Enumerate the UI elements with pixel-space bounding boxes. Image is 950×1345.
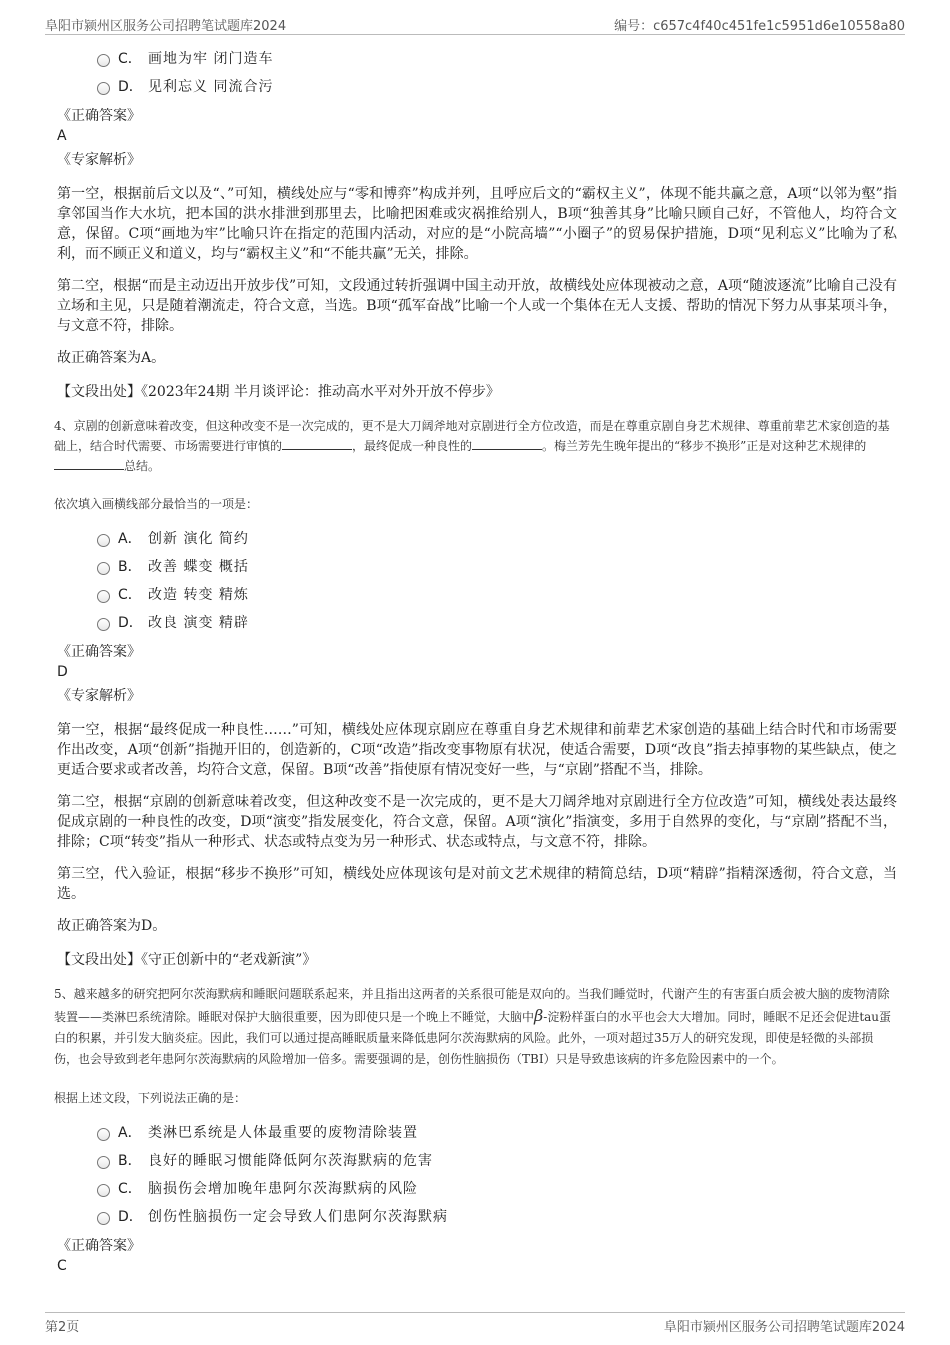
header-title: 阜阳市颍州区服务公司招聘笔试题库2024 bbox=[45, 19, 287, 34]
option-c[interactable] bbox=[97, 44, 897, 72]
radio-icon[interactable] bbox=[97, 1128, 110, 1141]
option-letter: C． bbox=[118, 1181, 142, 1197]
option-b[interactable] bbox=[97, 1146, 897, 1174]
option-c[interactable] bbox=[97, 580, 897, 608]
option-text: 见利忘义 同流合污 bbox=[148, 79, 274, 95]
footer-rule bbox=[45, 1312, 905, 1313]
answer-label: 《正确答案》 bbox=[57, 108, 141, 124]
option-letter: A． bbox=[118, 1125, 142, 1141]
q3-options bbox=[57, 44, 897, 100]
option-letter: D． bbox=[118, 1209, 143, 1225]
option-text: 画地为牢 闭门造车 bbox=[148, 51, 274, 67]
q4-options bbox=[57, 524, 897, 636]
option-text: 创新 演化 简约 bbox=[148, 531, 249, 547]
radio-icon[interactable] bbox=[97, 1156, 110, 1169]
header-rule bbox=[45, 34, 905, 35]
radio-icon[interactable] bbox=[97, 1212, 110, 1225]
analysis-paragraph: 第三空，代入验证，根据“移步不换形”可知，横线处应体现该句是对前文艺术规律的精简总结，D项“精辟”指精深透彻，符合文意，当选。 bbox=[57, 866, 897, 902]
option-d[interactable] bbox=[97, 1202, 897, 1230]
page-number: 第2页 bbox=[45, 1320, 80, 1335]
beta-symbol: β bbox=[534, 1006, 544, 1025]
analysis-paragraph: 第二空，根据“而是主动迈出开放步伐”可知，文段通过转折强调中国主动开放，故横线处应体现被动之意，A项“随波逐流”比喻自己没有立场和主见，只是随着潮流走，符合文意，当选。B项“孤军奋战”比喻一个人或一个集体在无人支援、帮助的情况下努力从事某项斗争，与文意不符，排除。 bbox=[57, 278, 897, 334]
option-letter: B． bbox=[118, 559, 142, 575]
page-footer bbox=[0, 1305, 950, 1345]
radio-icon[interactable] bbox=[97, 82, 110, 95]
question-text-part: 5、越来越多的研究把阿尔茨海默病和睡眠问题联系起来，并且指出这两者的关系很可能是双向的。当我们睡觉时，代谢产生的有害蛋白质会被大脑的废物清除装置——类淋巴系统清除。睡眠对保护大脑很重要，因为即使只是一个晚上不睡觉，大脑中 bbox=[54, 987, 890, 1024]
answer-value: D bbox=[57, 664, 68, 680]
option-b[interactable] bbox=[97, 552, 897, 580]
question-prompt: 根据上述文段，下列说法正确的是： bbox=[54, 1091, 247, 1105]
radio-icon[interactable] bbox=[97, 618, 110, 631]
fill-blank bbox=[54, 458, 124, 470]
question-text-part: 总结。 bbox=[124, 459, 161, 473]
option-a[interactable] bbox=[97, 524, 897, 552]
option-letter: B． bbox=[118, 1153, 142, 1169]
source-citation: 【文段出处】《守正创新中的“老戏新演”》 bbox=[57, 952, 317, 968]
answer-value: A bbox=[57, 128, 67, 144]
question-text-part: -淀粉样蛋白的水平也会大大增加。同时，睡眠不足还会促进tau蛋白的积累，并引发大脑炎症。因此，我们可以通过提高睡眠质量来降低患阿尔茨海默病的风险。此外，一项对超过35万人的研究发现，即使是轻微的头部损伤，也会导致到老年患阿尔茨海默病的风险增加一倍多。需要强调的是，创伤性脑损伤（TBI）只是导致患该病的许多危险因素中的一个。 bbox=[54, 1010, 892, 1066]
analysis-paragraph: 第二空，根据“京剧的创新意味着改变，但这种改变不是一次完成的，更不是大刀阔斧地对京剧进行全方位改造”可知，横线处表达最终促成京剧的一种良性的改变，D项“演变”指发展变化，符合文意，保留。A项“演化”指演变，多用于自然界的变化，与“京剧”搭配不当，排除；C项“转变”指从一种形式、状态或特点变为另一种形式、状态或特点，与文意不符，排除。 bbox=[57, 794, 897, 850]
analysis-paragraph: 第一空，根据“最终促成一种良性……”可知，横线处应体现京剧应在尊重自身艺术规律和前辈艺术家创造的基础上结合时代和市场需要作出改变，A项“创新”指抛开旧的，创造新的，C项“改造”指改变事物原有状况，使适合需要，D项“改良”指去掉事物的某些缺点，使之更适合要求或者改善，均符合文意，保留。B项“改善”指使原有情况变好一些，与“京剧”搭配不当，排除。 bbox=[57, 722, 897, 778]
fill-blank bbox=[282, 438, 352, 450]
option-a[interactable] bbox=[97, 1118, 897, 1146]
page-header bbox=[0, 0, 950, 34]
answer-label: 《正确答案》 bbox=[57, 644, 141, 660]
header-serial: 编号：c657c4f40c451fe1c5951d6e10558a80 bbox=[614, 19, 905, 34]
option-text: 改造 转变 精炼 bbox=[148, 587, 249, 603]
option-text: 改良 演变 精辟 bbox=[148, 615, 249, 631]
option-d[interactable] bbox=[97, 608, 897, 636]
q5-options bbox=[57, 1118, 897, 1230]
option-letter: D． bbox=[118, 79, 143, 95]
option-text: 脑损伤会增加晚年患阿尔茨海默病的风险 bbox=[148, 1181, 418, 1197]
analysis-paragraph: 故正确答案为A。 bbox=[57, 350, 166, 366]
footer-title: 阜阳市颍州区服务公司招聘笔试题库2024 bbox=[663, 1320, 905, 1335]
question-5-text bbox=[54, 984, 897, 1070]
fill-blank bbox=[472, 438, 542, 450]
answer-label: 《正确答案》 bbox=[57, 1238, 141, 1254]
option-letter: A． bbox=[118, 531, 142, 547]
radio-icon[interactable] bbox=[97, 534, 110, 547]
option-d[interactable] bbox=[97, 72, 897, 100]
option-text: 创伤性脑损伤一定会导致人们患阿尔茨海默病 bbox=[148, 1209, 448, 1225]
question-prompt: 依次填入画横线部分最恰当的一项是： bbox=[54, 497, 259, 511]
option-text: 类淋巴系统是人体最重要的废物清除装置 bbox=[148, 1125, 418, 1141]
option-text: 改善 蝶变 概括 bbox=[148, 559, 249, 575]
option-letter: C． bbox=[118, 587, 142, 603]
radio-icon[interactable] bbox=[97, 590, 110, 603]
radio-icon[interactable] bbox=[97, 1184, 110, 1197]
radio-icon[interactable] bbox=[97, 562, 110, 575]
option-letter: D． bbox=[118, 615, 143, 631]
source-citation: 【文段出处】《2023年24期 半月谈评论：推动高水平对外开放不停步》 bbox=[57, 384, 500, 400]
document-body bbox=[54, 44, 897, 1276]
option-text: 良好的睡眠习惯能降低阿尔茨海默病的危害 bbox=[148, 1153, 433, 1169]
option-letter: C． bbox=[118, 51, 142, 67]
question-text-part: 4、京剧的创新意味着改变，但这种改变不是一次完成的，更不是大刀阔斧地对京剧进行全方位改造，而是在尊重京剧自身艺术规律、尊重前辈艺术家创造的基础上，结合时代需要、市场需要进行审慎的 bbox=[54, 419, 890, 453]
question-text-part: ，最终促成一种良性的 bbox=[352, 439, 473, 453]
analysis-paragraph: 第一空，根据前后文以及“、”可知，横线处应与“零和博弈”构成并列，且呼应后文的“霸权主义”，体现不能共赢之意，A项“以邻为壑”指拿邻国当作大水坑，把本国的洪水排泄到那里去，比喻把困难或灾祸推给别人，B项“独善其身”比喻只顾自己好，不管他人，均符合文意，保留。C项“画地为牢”比喻只许在指定的范围内活动，对应的是“小院高墙”“小圈子”的贸易保护措施，D项“见利忘义”比喻为了私利，而不顾正义和道义，均与“霸权主义”和“不能共赢”无关，排除。 bbox=[57, 186, 897, 262]
question-4-text bbox=[54, 416, 897, 476]
analysis-label: 《专家解析》 bbox=[57, 152, 141, 168]
answer-value: C bbox=[57, 1258, 67, 1274]
analysis-label: 《专家解析》 bbox=[57, 688, 141, 704]
option-c[interactable] bbox=[97, 1174, 897, 1202]
radio-icon[interactable] bbox=[97, 54, 110, 67]
question-text-part: 。梅兰芳先生晚年提出的“移步不换形”正是对这种艺术规律的 bbox=[542, 439, 867, 453]
analysis-paragraph: 故正确答案为D。 bbox=[57, 918, 167, 934]
